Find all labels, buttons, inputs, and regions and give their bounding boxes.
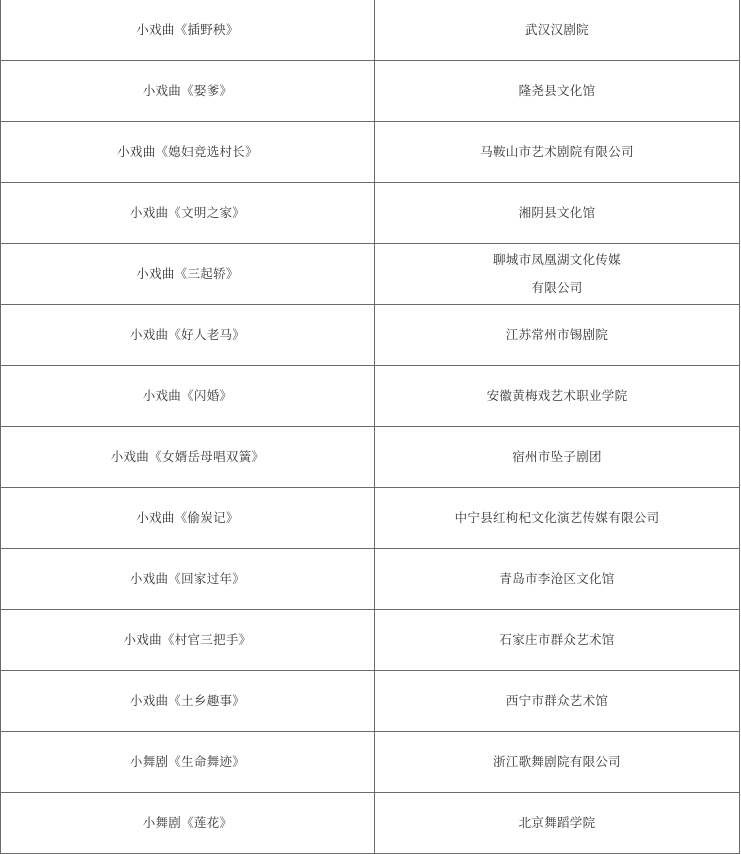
unit-cell [375, 610, 740, 671]
unit-name-line-2: 有限公司 [531, 280, 583, 295]
unit-cell [375, 427, 740, 488]
program-name: 小戏曲《回家过年》 [129, 571, 246, 586]
table-row [1, 305, 740, 366]
unit-name: 安徽黄梅戏艺术职业学院 [486, 388, 628, 403]
unit-cell [375, 122, 740, 183]
table-row [1, 61, 740, 122]
unit-name: 江苏常州市锡剧院 [505, 327, 609, 342]
unit-name: 青岛市李沧区文化馆 [499, 571, 615, 586]
program-name: 小戏曲《媳妇竞选村长》 [117, 144, 258, 159]
program-cell [1, 732, 375, 793]
program-name: 小戏曲《文明之家》 [129, 205, 246, 220]
program-cell [1, 244, 375, 305]
program-cell [1, 183, 375, 244]
program-cell [1, 366, 375, 427]
table-row [1, 732, 740, 793]
program-cell [1, 488, 375, 549]
program-name: 小戏曲《村官三把手》 [123, 632, 252, 647]
program-name: 小戏曲《闪婚》 [142, 388, 233, 403]
unit-name: 石家庄市群众艺术馆 [499, 632, 615, 647]
table-row [1, 793, 740, 854]
unit-cell [375, 793, 740, 854]
unit-name: 马鞍山市艺术剧院有限公司 [480, 144, 634, 159]
table-row [1, 549, 740, 610]
program-cell [1, 427, 375, 488]
unit-cell [375, 183, 740, 244]
table-row [1, 427, 740, 488]
program-name: 小舞剧《莲花》 [142, 815, 233, 830]
program-name: 小戏曲《插野秧》 [136, 22, 239, 37]
unit-name: 宿州市坠子剧团 [512, 449, 602, 464]
program-name: 小戏曲《土乡趣事》 [129, 693, 246, 708]
program-name: 小戏曲《娶爹》 [142, 83, 233, 98]
unit-name: 西宁市群众艺术馆 [505, 693, 609, 708]
unit-name: 北京舞蹈学院 [518, 815, 596, 830]
table-row [1, 122, 740, 183]
program-cell [1, 61, 375, 122]
table-row [1, 671, 740, 732]
program-cell [1, 549, 375, 610]
unit-cell [375, 671, 740, 732]
unit-name: 中宁县红枸杞文化演艺传媒有限公司 [454, 510, 660, 525]
program-name: 小舞剧《生命舞迹》 [129, 754, 246, 769]
program-cell [1, 305, 375, 366]
unit-cell [375, 0, 740, 61]
table-row [1, 0, 740, 61]
unit-name: 湘阴县文化馆 [518, 205, 596, 220]
program-name: 小戏曲《偷炭记》 [136, 510, 239, 525]
unit-cell [375, 244, 740, 305]
program-cell [1, 0, 375, 61]
table-row [1, 183, 740, 244]
program-cell [1, 793, 375, 854]
program-name: 小戏曲《好人老马》 [129, 327, 246, 342]
unit-name: 隆尧县文化馆 [518, 83, 596, 98]
table-row [1, 244, 740, 305]
unit-cell [375, 488, 740, 549]
unit-name: 浙江歌舞剧院有限公司 [492, 754, 621, 769]
unit-name: 武汉汉剧院 [524, 22, 589, 37]
unit-cell [375, 732, 740, 793]
unit-name-line-1: 聊城市凤凰湖文化传媒 [492, 252, 621, 267]
unit-cell [375, 366, 740, 427]
unit-cell [375, 61, 740, 122]
table-row [1, 488, 740, 549]
table-row [1, 610, 740, 671]
table-row [1, 366, 740, 427]
program-cell [1, 610, 375, 671]
unit-cell [375, 549, 740, 610]
program-name: 小戏曲《三起轿》 [136, 266, 239, 281]
program-name: 小戏曲《女婿岳母唱双簧》 [110, 449, 265, 464]
unit-cell [375, 305, 740, 366]
program-cell [1, 671, 375, 732]
program-cell [1, 122, 375, 183]
